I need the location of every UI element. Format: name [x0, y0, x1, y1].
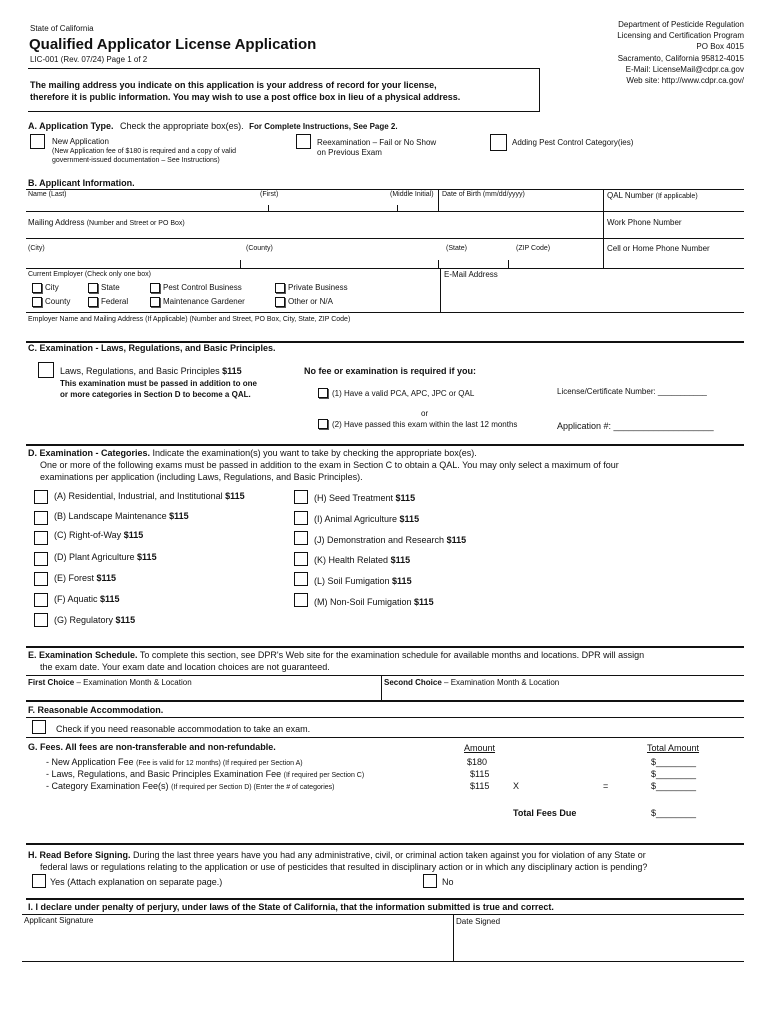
- section-e-heading: [28, 650, 644, 660]
- section-h-text-2: federal laws or regulations relating to the application or use of pesticides that resulted in disciplinary action or in which any disciplinary action is pending?: [40, 862, 648, 872]
- category-l-checkbox[interactable]: [294, 572, 308, 586]
- category-d-checkbox[interactable]: [34, 552, 48, 566]
- category-i-label: [314, 514, 419, 524]
- row-rule: [22, 961, 744, 962]
- employer-private-checkbox[interactable]: [275, 283, 285, 293]
- name-first-label: (First): [260, 191, 279, 198]
- accommodation-checkbox[interactable]: [32, 720, 46, 734]
- new-application-label: New Application: [52, 137, 109, 146]
- fee-row-note: (If required per Section C): [283, 772, 365, 779]
- category-label-text: (C) Right-of-Way: [54, 530, 122, 540]
- qal-applicable-text: (If applicable): [655, 193, 698, 200]
- row-rule: [26, 700, 744, 702]
- employer-maintenance-label: Maintenance Gardener: [163, 297, 245, 306]
- category-label-text: (K) Health Related: [314, 555, 389, 565]
- second-choice-note: – Examination Month & Location: [444, 678, 560, 687]
- section-a-instruction-bold: For Complete Instructions, See Page 2.: [249, 122, 398, 131]
- lrbp-text: Laws, Regulations, and Basic Principles: [60, 366, 220, 376]
- section-h-heading: [28, 850, 646, 860]
- category-c-checkbox[interactable]: [34, 531, 48, 545]
- section-b-rule: [26, 189, 744, 190]
- section-d-intro-1: Indicate the examination(s) you want to take by checking the appropriate box(es).: [152, 448, 477, 458]
- first-choice-text: First Choice: [28, 678, 75, 687]
- fee-row-category-total[interactable]: $________: [651, 781, 697, 791]
- category-fee: $115: [395, 493, 416, 503]
- fee-row-note: (If required per Section D) (Enter the # of categories): [171, 784, 335, 791]
- reexamination-label-2: on Previous Exam: [317, 148, 382, 157]
- section-d-rule: [26, 444, 744, 446]
- fee-row-lrbp-total[interactable]: $________: [651, 769, 697, 779]
- section-d-intro-3: examinations per application (including Laws, Regulations, and Basic Principles).: [40, 472, 363, 482]
- fee-row-new-app-amount: $180: [467, 757, 488, 767]
- disciplinary-no-checkbox[interactable]: [423, 874, 437, 888]
- section-e-title: E. Examination Schedule.: [28, 650, 138, 660]
- divider: [440, 268, 441, 312]
- header-rule: [28, 68, 540, 69]
- application-number-field[interactable]: Application #: ____________________: [557, 421, 714, 431]
- reexamination-checkbox[interactable]: [296, 134, 311, 149]
- email-label: E-Mail Address: [444, 270, 498, 279]
- header-vrule: [539, 68, 540, 112]
- fee-row-label: - New Application Fee: [46, 757, 134, 767]
- name-last-label: Name (Last): [28, 191, 67, 198]
- employer-maintenance-checkbox[interactable]: [150, 297, 160, 307]
- disciplinary-yes-label: Yes (Attach explanation on separate page.): [50, 877, 223, 887]
- dept-line: Web site: http://www.cdpr.ca.gov/: [626, 76, 744, 86]
- date-signed-label: Date Signed: [456, 917, 501, 926]
- category-label-text: (M) Non-Soil Fumigation: [314, 597, 412, 607]
- fee-row-new-app-total[interactable]: $________: [651, 757, 697, 767]
- row-rule: [22, 914, 744, 915]
- employer-city-checkbox[interactable]: [32, 283, 42, 293]
- category-label-text: (D) Plant Agriculture: [54, 552, 135, 562]
- employer-county-label: County: [45, 297, 71, 306]
- category-a-label: [54, 491, 245, 501]
- qal-number-text: QAL Number: [607, 191, 654, 200]
- fee-row-new-app: [46, 757, 303, 767]
- adding-category-label: Adding Pest Control Category(ies): [512, 138, 634, 147]
- passed-exam-label: (2) Have passed this exam within the last 12 months: [332, 420, 518, 429]
- mailing-text: Mailing Address: [28, 218, 85, 227]
- applicant-signature-label: Applicant Signature: [24, 916, 94, 925]
- dept-line: Department of Pesticide Regulation: [618, 20, 744, 29]
- section-h-rule: [26, 843, 744, 845]
- row-rule: [26, 238, 744, 239]
- category-e-checkbox[interactable]: [34, 572, 48, 586]
- category-i-checkbox[interactable]: [294, 511, 308, 525]
- notice-line-1: The mailing address you indicate on this application is your address of record for your license,: [30, 80, 437, 90]
- second-choice-text: Second Choice: [384, 678, 442, 687]
- license-cert-field[interactable]: License/Certificate Number: ___________: [557, 387, 707, 396]
- category-e-label: [54, 573, 116, 583]
- disciplinary-no-label: No: [442, 877, 454, 887]
- form-id: LIC-001 (Rev. 07/24) Page 1 of 2: [30, 55, 148, 64]
- category-label-text: (J) Demonstration and Research: [314, 535, 445, 545]
- tick: [508, 260, 509, 268]
- category-fee: $115: [446, 535, 467, 545]
- fee-row-lrbp: [46, 769, 364, 779]
- category-f-label: [54, 594, 120, 604]
- mailing-note: (Number and Street or PO Box): [86, 220, 185, 227]
- employer-other-label: Other or N/A: [288, 297, 333, 306]
- section-d-heading: [28, 448, 477, 458]
- equals-sign: =: [603, 781, 609, 791]
- category-fee: $115: [390, 555, 411, 565]
- or-label: or: [421, 409, 429, 418]
- section-c-heading: C. Examination - Laws, Regulations, and Basic Principles.: [28, 343, 276, 353]
- section-b-heading: B. Applicant Information.: [28, 178, 135, 188]
- row-rule: [26, 268, 744, 269]
- category-m-checkbox[interactable]: [294, 593, 308, 607]
- adding-category-checkbox[interactable]: [490, 134, 507, 151]
- category-fee: $115: [137, 552, 157, 562]
- disciplinary-yes-checkbox[interactable]: [32, 874, 46, 888]
- state-label: State of California: [30, 24, 94, 33]
- employer-state-label: State: [101, 283, 120, 292]
- lrbp-fee: $115: [222, 366, 242, 376]
- no-fee-heading: No fee or examination is required if you:: [304, 366, 477, 376]
- divider: [381, 675, 382, 701]
- new-application-note-1: (New Application fee of $180 is required and a copy of valid: [52, 148, 237, 155]
- category-label-text: (F) Aquatic: [54, 594, 98, 604]
- work-phone-label: Work Phone Number: [607, 218, 682, 227]
- dept-line: Sacramento, California 95812-4015: [617, 53, 744, 63]
- total-fees-label: Total Fees Due: [513, 808, 577, 818]
- employer-county-checkbox[interactable]: [32, 297, 42, 307]
- category-g-checkbox[interactable]: [34, 613, 48, 627]
- row-rule: [26, 717, 744, 718]
- category-fee: $115: [100, 594, 120, 604]
- employer-federal-label: Federal: [101, 297, 129, 306]
- employer-note: (Check only one box): [84, 271, 151, 278]
- fee-row-label: - Laws, Regulations, and Basic Principles Examination Fee: [46, 769, 282, 779]
- employer-pcb-label: Pest Control Business: [163, 283, 242, 292]
- first-choice-label: [28, 678, 192, 687]
- dept-line: Licensing and Certification Program: [617, 31, 744, 41]
- employer-private-label: Private Business: [288, 283, 348, 292]
- mailing-address-label: [28, 218, 185, 227]
- category-fee: $115: [414, 597, 434, 607]
- category-fee: $115: [123, 530, 144, 540]
- employer-other-checkbox[interactable]: [275, 297, 285, 307]
- section-h-text-1: During the last three years have you had any administrative, civil, or criminal action taken against you for violation of any State or: [133, 850, 646, 860]
- section-e-rule: [26, 646, 744, 648]
- category-c-label: [54, 530, 143, 540]
- section-i-heading: I. I declare under penalty of perjury, under laws of the State of California, that the information submitted is true and correct.: [28, 902, 554, 912]
- category-m-label: [314, 597, 434, 607]
- fee-row-lrbp-amount: $115: [470, 769, 490, 779]
- section-e-intro-2: the exam date. Your exam date and location choices are not guaranteed.: [40, 662, 330, 672]
- section-g-heading: G. Fees. All fees are non-transferable and non-refundable.: [28, 742, 276, 752]
- category-fee: $115: [169, 511, 189, 521]
- valid-license-label: (1) Have a valid PCA, APC, JPC or QAL: [332, 389, 475, 398]
- category-fee: $115: [225, 491, 245, 501]
- category-h-checkbox[interactable]: [294, 490, 308, 504]
- category-label-text: (E) Forest: [54, 573, 95, 583]
- category-label-text: (L) Soil Fumigation: [314, 576, 390, 586]
- qal-number-label: [607, 191, 698, 200]
- category-fee: $115: [399, 514, 420, 524]
- total-amount-column-header: Total Amount: [647, 743, 700, 753]
- category-label-text: (G) Regulatory: [54, 615, 114, 625]
- county-label: (County): [246, 245, 273, 252]
- category-b-checkbox[interactable]: [34, 511, 48, 525]
- amount-column-header: Amount: [464, 743, 496, 753]
- form-title: Qualified Applicator License Application: [29, 36, 317, 53]
- row-rule: [26, 312, 744, 313]
- reexamination-label-1: Reexamination – Fail or No Show: [317, 138, 437, 147]
- multiply-sign: X: [513, 781, 520, 791]
- divider: [438, 189, 439, 211]
- category-label-text: (H) Seed Treatment: [314, 493, 394, 503]
- fee-row-label: - Category Examination Fee(s): [46, 781, 169, 791]
- zip-label: (ZIP Code): [516, 245, 551, 252]
- row-rule: [26, 737, 744, 738]
- category-g-label: [54, 615, 135, 625]
- lrbp-note-2: or more categories in Section D to become a QAL.: [60, 390, 251, 399]
- section-h-title: H. Read Before Signing.: [28, 850, 131, 860]
- employer-city-label: City: [45, 283, 59, 292]
- category-h-label: [314, 493, 415, 503]
- employer-federal-checkbox[interactable]: [88, 297, 98, 307]
- tick: [240, 260, 241, 268]
- employer-pcb-checkbox[interactable]: [150, 283, 160, 293]
- middle-initial-label: (Middle Initial): [390, 191, 434, 198]
- category-label-text: (B) Landscape Maintenance: [54, 511, 167, 521]
- category-d-label: [54, 552, 157, 562]
- fee-row-category: [46, 781, 334, 791]
- fee-row-category-amount: $115: [470, 781, 490, 791]
- notice-rule: [28, 111, 540, 112]
- new-application-note-2: government-issued documentation – See Instructions): [52, 157, 220, 164]
- valid-license-checkbox[interactable]: [318, 388, 328, 398]
- category-a-checkbox[interactable]: [34, 490, 48, 504]
- category-fee: $115: [96, 573, 117, 583]
- dept-line: E-Mail: LicenseMail@cdpr.ca.gov: [625, 64, 744, 74]
- section-a-instruction: Check the appropriate box(es).: [120, 121, 244, 131]
- section-i-rule: [26, 898, 744, 900]
- divider: [453, 914, 454, 962]
- section-f-heading: F. Reasonable Accommodation.: [28, 705, 164, 715]
- category-l-label: [314, 576, 412, 586]
- category-fee: $115: [392, 576, 412, 586]
- employer-state-checkbox[interactable]: [88, 283, 98, 293]
- department-block: [617, 19, 744, 86]
- section-a-heading: [28, 121, 398, 131]
- total-fees-field[interactable]: $________: [651, 808, 697, 818]
- fee-row-note: (Fee is valid for 12 months) (If required per Section A): [136, 760, 303, 767]
- category-b-label: [54, 511, 189, 521]
- category-j-label: [314, 535, 466, 545]
- cell-phone-label: Cell or Home Phone Number: [607, 244, 710, 253]
- lrbp-checkbox[interactable]: [38, 362, 54, 378]
- dob-label: Date of Birth (mm/dd/yyyy): [442, 191, 525, 198]
- employer-text: Current Employer: [28, 271, 83, 278]
- passed-exam-checkbox[interactable]: [318, 419, 328, 429]
- row-rule: [26, 675, 744, 676]
- notice-line-2: therefore it is public information. You may wish to use a post office box in lieu of a physical address.: [30, 92, 461, 102]
- second-choice-label: [384, 678, 559, 687]
- section-a-title: A. Application Type.: [28, 121, 114, 131]
- section-e-intro-1: To complete this section, see DPR's Web site for the examination schedule for available months and locations. DPR will assign: [139, 650, 645, 660]
- category-label-text: (I) Animal Agriculture: [314, 514, 398, 524]
- dept-line: PO Box 4015: [696, 42, 744, 52]
- divider: [603, 189, 604, 269]
- category-j-checkbox[interactable]: [294, 531, 308, 545]
- category-fee: $115: [115, 615, 136, 625]
- category-k-checkbox[interactable]: [294, 552, 308, 566]
- category-k-label: [314, 555, 410, 565]
- lrbp-label: [60, 366, 242, 376]
- lrbp-note-1: This examination must be passed in addition to one: [60, 379, 257, 388]
- section-d-intro-2: One or more of the following exams must be passed in addition to the exam in Section C to obtain a QAL. You may only select a maximum of four: [40, 460, 619, 470]
- city-label: (City): [28, 245, 45, 252]
- accommodation-label: Check if you need reasonable accommodation to take an exam.: [56, 724, 311, 734]
- state-field-label: (State): [446, 245, 468, 252]
- category-f-checkbox[interactable]: [34, 593, 48, 607]
- tick: [438, 260, 439, 268]
- first-choice-note: – Examination Month & Location: [76, 678, 192, 687]
- category-label-text: (A) Residential, Industrial, and Institutional: [54, 491, 223, 501]
- section-d-title: D. Examination - Categories.: [28, 448, 151, 458]
- employer-label: [28, 271, 151, 278]
- new-application-checkbox[interactable]: [30, 134, 45, 149]
- employer-address-label: Employer Name and Mailing Address (If Applicable) (Number and Street, PO Box, City, State, ZIP Code): [28, 316, 351, 323]
- row-rule: [26, 211, 744, 212]
